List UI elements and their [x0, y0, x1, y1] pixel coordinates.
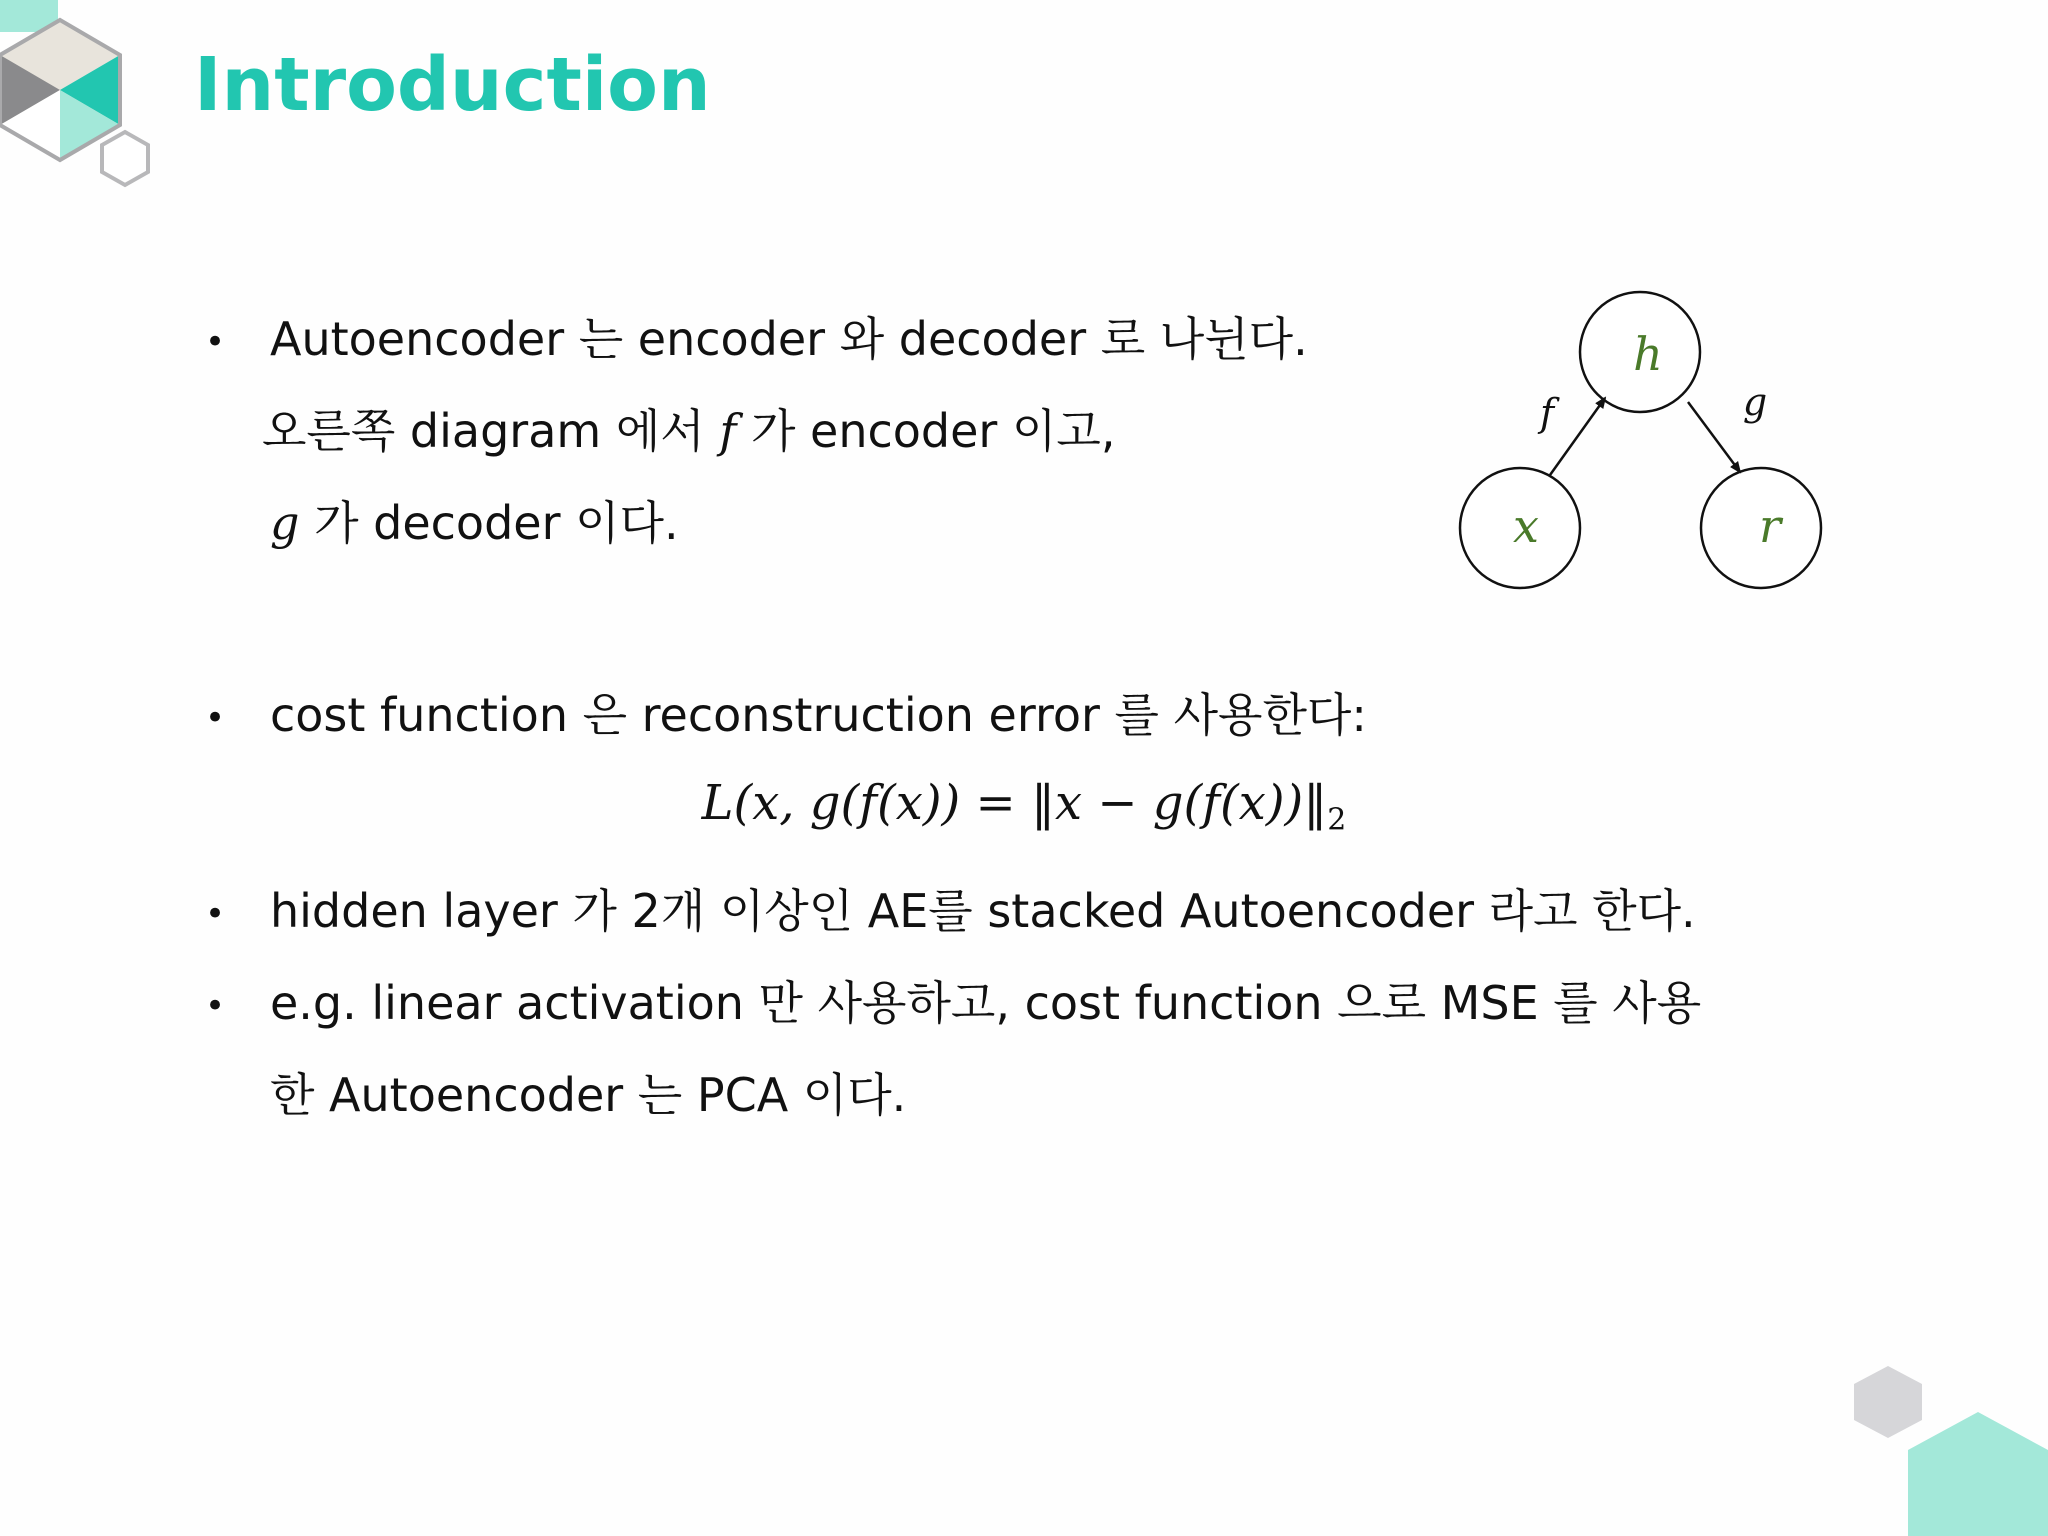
bullet-4-marker: • — [205, 986, 226, 1026]
edge-f-arrow — [1550, 398, 1605, 475]
loss-equation-subscript: 2 — [1327, 802, 1347, 838]
bullet-1-line-2-pre: 오른쪽 diagram 에서 — [262, 404, 720, 458]
bullet-3-marker: • — [205, 894, 226, 934]
node-r-label: r — [1759, 499, 1781, 553]
bullet-1-line-2 — [262, 404, 1116, 458]
bullet-2-marker: • — [205, 698, 226, 738]
symbol-g: g — [270, 496, 300, 550]
hexagon-decoration-top-left — [0, 0, 160, 200]
node-x-label: x — [1513, 499, 1539, 553]
bullet-1-marker: • — [205, 322, 226, 362]
bullet-1-line-2-post: 가 encoder 이고, — [736, 404, 1116, 458]
bullet-4-line-2: 한 Autoencoder 는 PCA 이다. — [270, 1068, 907, 1122]
bullet-2-line-1: cost function 은 reconstruction error 를 사용한다: — [270, 688, 1367, 742]
autoencoder-diagram — [1450, 290, 1830, 590]
bullet-1-line-3-post: 가 decoder 이다. — [299, 496, 679, 550]
hexagon-decoration-bottom-right — [1828, 1366, 2048, 1536]
edge-g-arrow — [1688, 402, 1740, 472]
edge-g-label: g — [1742, 380, 1768, 424]
loss-equation — [0, 775, 2048, 838]
loss-equation-body: L(x, g(f(x)) = ‖x − g(f(x))‖ — [701, 775, 1328, 831]
edge-f-label: f — [1539, 391, 1555, 435]
node-h-label: h — [1633, 327, 1663, 381]
bullet-1-line-1: Autoencoder 는 encoder 와 decoder 로 나뉜다. — [270, 312, 1308, 366]
bullet-3-line-1: hidden layer 가 2개 이상인 AE를 stacked Autoencoder 라고 한다. — [270, 884, 1696, 938]
bullet-4-line-1: e.g. linear activation 만 사용하고, cost function 으로 MSE 를 사용 — [270, 976, 1702, 1030]
symbol-f: f — [719, 404, 737, 458]
page-title: Introduction — [194, 42, 711, 128]
bullet-1-line-3 — [270, 496, 679, 550]
